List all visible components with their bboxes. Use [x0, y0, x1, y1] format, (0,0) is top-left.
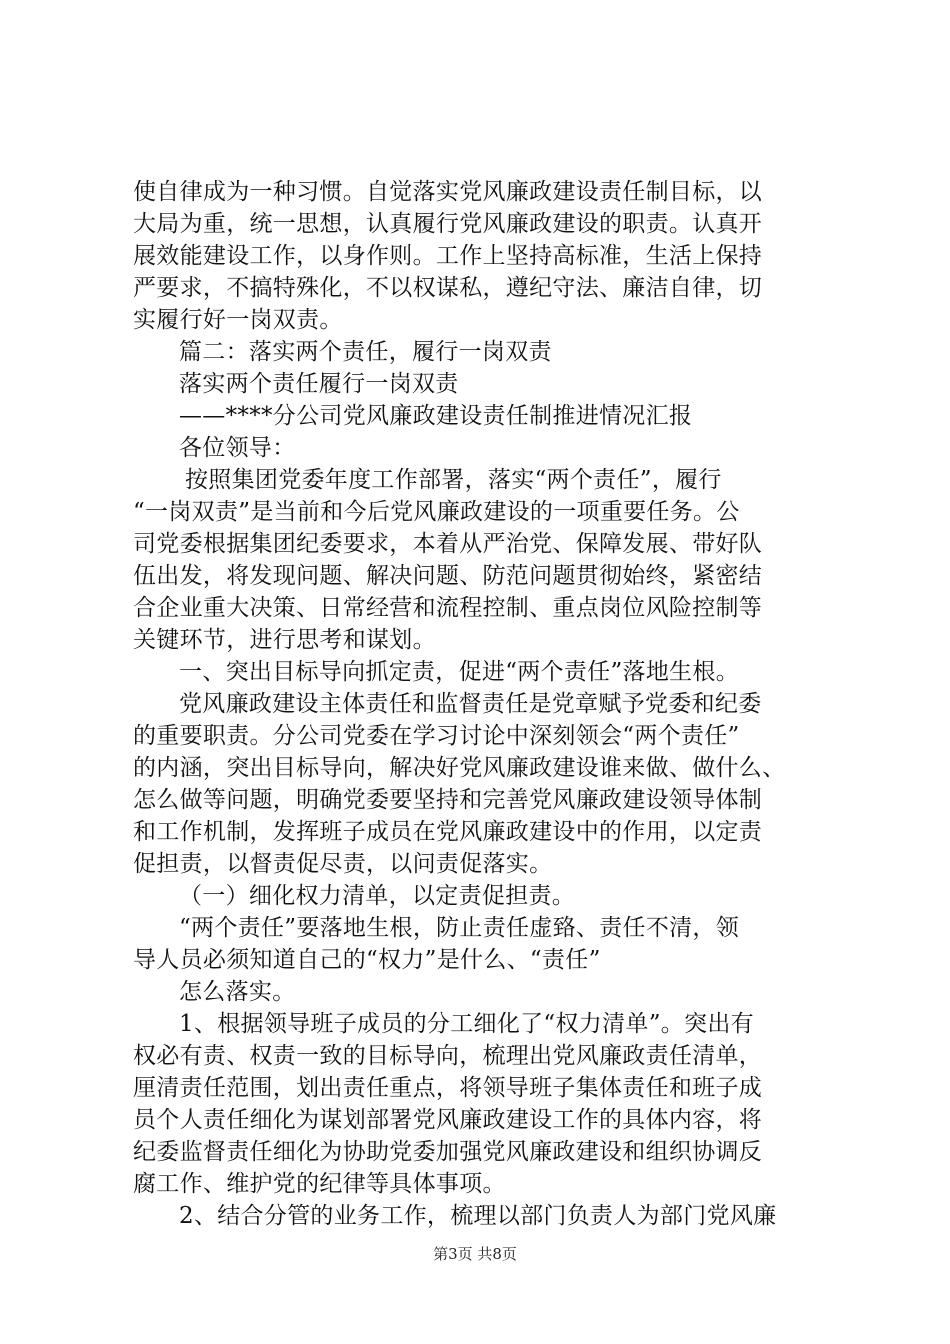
- text-line: “一岗双责”是当前和今后党风廉政建设的一项重要任务。公: [133, 499, 740, 525]
- text-line: （一）细化权力清单，以定责促担责。: [179, 883, 576, 909]
- text-line: 1、根据领导班子成员的分工细化了“权力清单”。突出有: [179, 1011, 754, 1037]
- text-line: 的重要职责。分公司党委在学习讨论中深刻领会“两个责任”: [133, 723, 740, 749]
- text-line: ——****分公司党风廉政建设责任制推进情况汇报: [179, 403, 693, 429]
- text-line: 各位领导：: [179, 435, 296, 461]
- text-line: 伍出发，将发现问题、解决问题、防范问题贯彻始终，紧密结: [133, 563, 763, 589]
- page-footer: [0, 1244, 950, 1264]
- text-line: 纪委监督责任细化为协助党委加强党风廉政建设和组织协调反: [133, 1139, 763, 1165]
- text-line: 按照集团党委年度工作部署，落实“两个责任”，履行: [185, 467, 722, 493]
- text-line: 实履行好一岗双责。: [133, 307, 343, 333]
- text-line: 党风廉政建设主体责任和监督责任是党章赋予党委和纪委: [179, 691, 762, 717]
- text-line: 合企业重大决策、日常经营和流程控制、重点岗位风险控制等: [133, 595, 763, 621]
- page-number-label: 第3页 共8页: [433, 1245, 517, 1263]
- document-body: [133, 176, 833, 1232]
- text-line: 关键环节，进行思考和谋划。: [133, 627, 436, 653]
- text-line: 2、结合分管的业务工作，梳理以部门负责人为部门党风廉: [179, 1203, 777, 1229]
- text-line: 促担责，以督责促尽责，以问责促落实。: [133, 851, 553, 877]
- text-line: 司党委根据集团纪委要求，本着从严治党、保障发展、带好队: [133, 531, 763, 557]
- text-line: 和工作机制，发挥班子成员在党风廉政建设中的作用，以定责: [133, 819, 763, 845]
- text-line: 篇二：落实两个责任，履行一岗双责: [179, 339, 552, 365]
- text-line: “两个责任”要落地生根，防止责任虚臵、责任不清，领: [179, 915, 740, 941]
- text-line: 厘清责任范围，划出责任重点，将领导班子集体责任和班子成: [133, 1075, 763, 1101]
- text-line: 权必有责、权责一致的目标导向，梳理出党风廉政责任清单，: [133, 1043, 763, 1069]
- text-line: 使自律成为一种习惯。自觉落实党风廉政建设责任制目标，以: [133, 179, 763, 205]
- text-line: 展效能建设工作，以身作则。工作上坚持高标准，生活上保持: [133, 243, 763, 269]
- text-line: 怎么做等问题，明确党委要坚持和完善党风廉政建设领导体制: [133, 787, 763, 813]
- text-line: 大局为重，统一思想，认真履行党风廉政建设的职责。认真开: [133, 211, 763, 237]
- text-line: 严要求，不搞特殊化，不以权谋私，遵纪守法、廉洁自律，切: [133, 275, 763, 301]
- text-line: 一、突出目标导向抓定责，促进“两个责任”落地生根。: [179, 659, 740, 685]
- text-line: 腐工作、维护党的纪律等具体事项。: [133, 1171, 506, 1197]
- text-line: 员个人责任细化为谋划部署党风廉政建设工作的具体内容，将: [133, 1107, 763, 1133]
- text-line: 的内涵，突出目标导向，解决好党风廉政建设谁来做、做什么、: [133, 755, 786, 781]
- text-line: 导人员必须知道自己的“权力”是什么、“责任”: [133, 947, 601, 973]
- text-line: 怎么落实。: [179, 979, 296, 1005]
- text-line: 落实两个责任履行一岗双责: [179, 371, 459, 397]
